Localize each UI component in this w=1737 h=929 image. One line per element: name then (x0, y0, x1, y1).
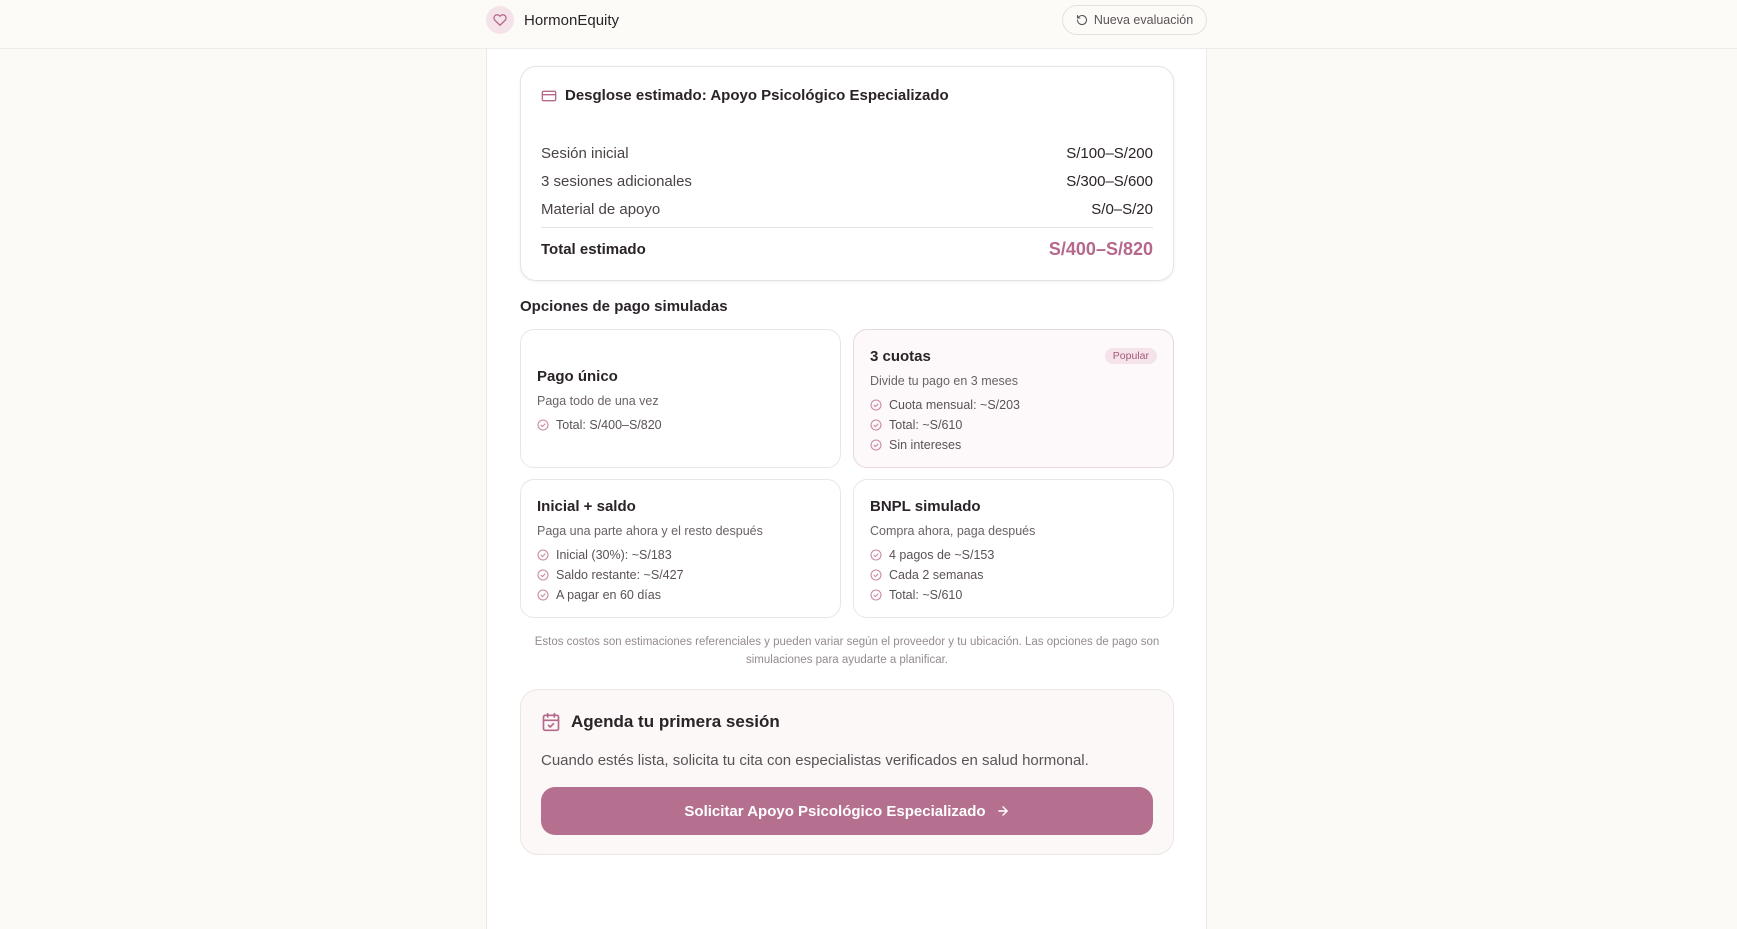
option-point: Inicial (30%): ~S/183 (556, 548, 672, 562)
total-row (541, 239, 1153, 260)
option-point: Saldo restante: ~S/427 (556, 568, 684, 582)
option-subtitle: Paga una parte ahora y el resto después (537, 524, 763, 538)
credit-card-icon (541, 88, 557, 104)
option-title: Pago único (537, 368, 618, 385)
divider (541, 227, 1153, 228)
cost-amount: S/100–S/200 (1066, 145, 1153, 162)
cost-label: Material de apoyo (541, 201, 661, 218)
schedule-session-card (520, 689, 1174, 855)
payment-option-down-payment[interactable] (520, 479, 841, 618)
option-title: 3 cuotas (870, 348, 931, 365)
list-item (537, 545, 824, 565)
total-amount: S/400–S/820 (1048, 239, 1153, 259)
check-circle-icon (870, 399, 882, 411)
check-circle-icon (537, 589, 549, 601)
calendar-check-icon (541, 712, 561, 732)
heart-icon (486, 6, 514, 34)
option-point: Total: ~S/610 (889, 588, 963, 602)
disclaimer-text: Estos costos son estimaciones referenciales y pueden variar según el proveedor y tu ubicación. Las opciones de pago son simulaciones para ayudarte a planificar. (534, 636, 1160, 666)
cost-breakdown-card (520, 66, 1174, 281)
new-evaluation-button[interactable] (1062, 5, 1207, 35)
option-point: Total: S/400–S/820 (556, 418, 662, 432)
list-item (537, 565, 824, 585)
list-item (870, 585, 1157, 605)
breakdown-header (541, 87, 949, 104)
check-circle-icon (537, 569, 549, 581)
check-circle-icon (870, 419, 882, 431)
cost-amount: S/0–S/20 (1091, 201, 1153, 218)
list-item (870, 415, 1157, 435)
option-subtitle: Divide tu pago en 3 meses (870, 374, 1019, 388)
cost-label: Sesión inicial (541, 145, 629, 162)
list-item (537, 585, 824, 605)
cost-amount: S/300–S/600 (1066, 173, 1153, 190)
check-circle-icon (870, 569, 882, 581)
agenda-header (541, 712, 780, 732)
option-title: Inicial + saldo (537, 498, 636, 515)
cost-row (541, 201, 1153, 218)
check-circle-icon (537, 419, 549, 431)
breakdown-title: Desglose estimado: Apoyo Psicológico Especializado (565, 87, 949, 104)
option-subtitle: Compra ahora, paga después (870, 524, 1036, 538)
list-item (870, 565, 1157, 585)
option-point: Sin intereses (889, 438, 962, 452)
check-circle-icon (870, 589, 882, 601)
check-circle-icon (870, 439, 882, 451)
cost-row (541, 145, 1153, 162)
cost-label: 3 sesiones adicionales (541, 173, 692, 190)
payment-section-title: Opciones de pago simuladas (520, 298, 728, 315)
brand[interactable] (486, 6, 619, 34)
popular-badge: Popular (1105, 348, 1157, 364)
top-bar (0, 0, 1737, 49)
option-title: BNPL simulado (870, 498, 981, 515)
payment-option-single[interactable] (520, 329, 841, 468)
brand-name: HormonEquity (524, 11, 620, 29)
request-session-button[interactable] (541, 787, 1153, 835)
list-item (870, 435, 1157, 455)
option-point: 4 pagos de ~S/153 (889, 548, 995, 562)
option-point: Cada 2 semanas (889, 568, 984, 582)
agenda-description: Cuando estés lista, solicita tu cita con especialistas verificados en salud hormonal. (541, 752, 1089, 769)
list-item (870, 545, 1157, 565)
option-point: Total: ~S/610 (889, 418, 963, 432)
option-point: A pagar en 60 días (556, 588, 661, 602)
agenda-title: Agenda tu primera sesión (571, 712, 780, 731)
payment-option-installments[interactable] (853, 329, 1174, 468)
option-point: Cuota mensual: ~S/203 (889, 398, 1020, 412)
arrow-right-icon (996, 804, 1010, 818)
list-item (537, 415, 824, 435)
total-label: Total estimado (541, 241, 646, 258)
list-item (870, 395, 1157, 415)
new-evaluation-label: Nueva evaluación (1093, 13, 1194, 27)
option-subtitle: Paga todo de una vez (537, 394, 659, 408)
refresh-icon (1076, 14, 1088, 26)
request-session-label: Solicitar Apoyo Psicológico Especializado (684, 802, 986, 820)
check-circle-icon (537, 549, 549, 561)
cost-row (541, 173, 1153, 190)
check-circle-icon (870, 549, 882, 561)
payment-option-bnpl[interactable] (853, 479, 1174, 618)
